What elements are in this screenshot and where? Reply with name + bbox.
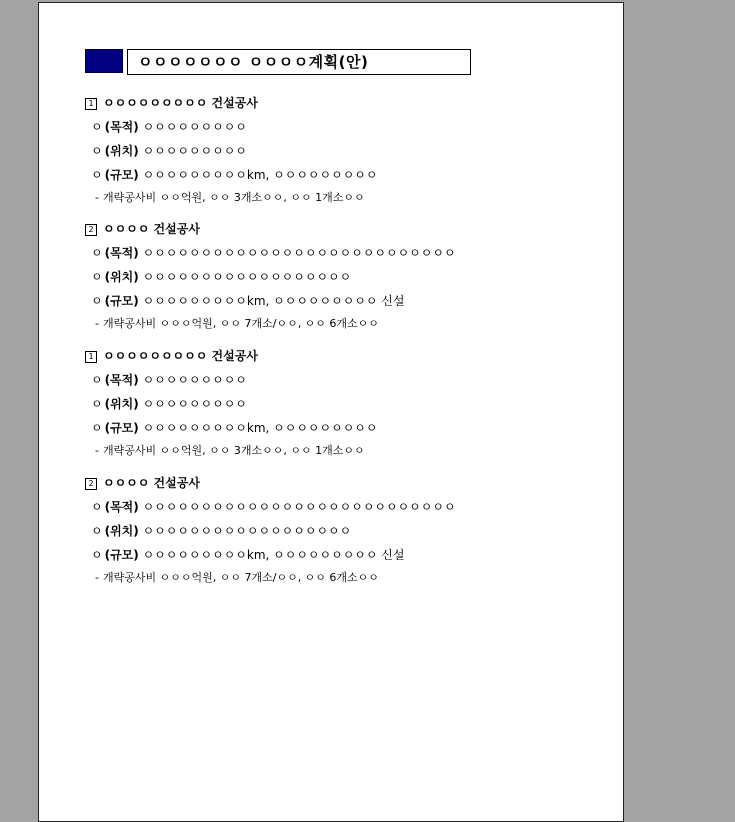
item-text: ㅇㅇㅇㅇㅇㅇㅇㅇㅇkm, ㅇㅇㅇㅇㅇㅇㅇㅇㅇ 신설 bbox=[138, 294, 405, 308]
item-text: ㅇㅇㅇㅇㅇㅇㅇㅇㅇ bbox=[138, 144, 247, 158]
section-heading-text: ㅇㅇㅇㅇ 건설공사 bbox=[103, 476, 200, 490]
cost-note: - 개략공사비 ㅇㅇㅇ억원, ㅇㅇ 7개소/ㅇㅇ, ㅇㅇ 6개소ㅇㅇ bbox=[95, 571, 379, 584]
cost-note-text: 개략공사비 ㅇㅇㅇ억원, ㅇㅇ 7개소/ㅇㅇ, ㅇㅇ 6개소ㅇㅇ bbox=[102, 317, 379, 330]
item-text: ㅇㅇㅇㅇㅇㅇㅇㅇㅇ bbox=[138, 373, 247, 387]
bullet: ㅇ bbox=[91, 421, 103, 435]
section-heading-text: ㅇㅇㅇㅇㅇㅇㅇㅇㅇ 건설공사 bbox=[103, 349, 258, 363]
item-label: (위치) bbox=[104, 270, 139, 284]
section-heading-text: ㅇㅇㅇㅇ 건설공사 bbox=[103, 222, 200, 236]
section-heading-text: ㅇㅇㅇㅇㅇㅇㅇㅇㅇ 건설공사 bbox=[103, 96, 258, 110]
item-label: (규모) bbox=[104, 548, 139, 562]
list-item-location bbox=[85, 519, 605, 543]
list-item-location bbox=[85, 265, 605, 289]
bullet: ㅇ bbox=[91, 548, 103, 562]
bullet: ㅇ bbox=[91, 144, 103, 158]
item-text: ㅇㅇㅇㅇㅇㅇㅇㅇㅇㅇㅇㅇㅇㅇㅇㅇㅇㅇㅇㅇㅇㅇㅇㅇㅇㅇㅇ bbox=[138, 500, 456, 514]
bullet: ㅇ bbox=[91, 294, 103, 308]
list-item-scale bbox=[85, 543, 605, 567]
list-item-purpose bbox=[85, 495, 605, 519]
section-2 bbox=[85, 217, 605, 335]
section-heading bbox=[85, 344, 605, 368]
item-label: (목적) bbox=[104, 500, 139, 514]
item-label: (위치) bbox=[104, 144, 139, 158]
cost-note-text: 개략공사비 ㅇㅇㅇ억원, ㅇㅇ 7개소/ㅇㅇ, ㅇㅇ 6개소ㅇㅇ bbox=[102, 571, 379, 584]
bullet: ㅇ bbox=[91, 246, 103, 260]
section-heading bbox=[85, 217, 605, 241]
bullet: ㅇ bbox=[91, 397, 103, 411]
section-number: 1 bbox=[85, 98, 97, 110]
item-text: ㅇㅇㅇㅇㅇㅇㅇㅇㅇkm, ㅇㅇㅇㅇㅇㅇㅇㅇㅇ bbox=[138, 168, 378, 182]
item-label: (목적) bbox=[104, 246, 139, 260]
item-text: ㅇㅇㅇㅇㅇㅇㅇㅇㅇㅇㅇㅇㅇㅇㅇㅇㅇㅇ bbox=[138, 524, 352, 538]
bullet: ㅇ bbox=[91, 524, 103, 538]
document-title: ㅇㅇㅇㅇㅇㅇㅇ ㅇㅇㅇㅇ계획(안) bbox=[127, 49, 471, 75]
item-label: (규모) bbox=[104, 421, 139, 435]
item-label: (위치) bbox=[104, 524, 139, 538]
list-item-purpose bbox=[85, 368, 605, 392]
item-text: ㅇㅇㅇㅇㅇㅇㅇㅇㅇㅇㅇㅇㅇㅇㅇㅇㅇㅇ bbox=[138, 270, 352, 284]
bullet: ㅇ bbox=[91, 373, 103, 387]
item-text: ㅇㅇㅇㅇㅇㅇㅇㅇㅇㅇㅇㅇㅇㅇㅇㅇㅇㅇㅇㅇㅇㅇㅇㅇㅇㅇㅇ bbox=[138, 246, 456, 260]
bullet: ㅇ bbox=[91, 168, 103, 182]
section-heading bbox=[85, 471, 605, 495]
item-label: (규모) bbox=[104, 294, 139, 308]
item-text: ㅇㅇㅇㅇㅇㅇㅇㅇㅇkm, ㅇㅇㅇㅇㅇㅇㅇㅇㅇ bbox=[138, 421, 378, 435]
bullet: ㅇ bbox=[91, 120, 103, 134]
list-item-scale bbox=[85, 289, 605, 313]
section-number: 2 bbox=[85, 224, 97, 236]
list-item-scale bbox=[85, 163, 605, 187]
item-label: (목적) bbox=[104, 120, 139, 134]
section-number: 2 bbox=[85, 478, 97, 490]
section-4 bbox=[85, 471, 605, 589]
cost-note: - 개략공사비 ㅇㅇ억원, ㅇㅇ 3개소ㅇㅇ, ㅇㅇ 1개소ㅇㅇ bbox=[95, 444, 365, 457]
title-accent-block bbox=[85, 49, 123, 73]
cost-note-text: 개략공사비 ㅇㅇ억원, ㅇㅇ 3개소ㅇㅇ, ㅇㅇ 1개소ㅇㅇ bbox=[102, 444, 365, 457]
item-label: (규모) bbox=[104, 168, 139, 182]
bullet: ㅇ bbox=[91, 500, 103, 514]
list-item-purpose bbox=[85, 115, 605, 139]
document-page bbox=[38, 2, 624, 822]
list-item-location bbox=[85, 139, 605, 163]
section-heading bbox=[85, 91, 605, 115]
cost-note: - 개략공사비 ㅇㅇ억원, ㅇㅇ 3개소ㅇㅇ, ㅇㅇ 1개소ㅇㅇ bbox=[95, 191, 365, 204]
list-item-location bbox=[85, 392, 605, 416]
cost-note-text: 개략공사비 ㅇㅇ억원, ㅇㅇ 3개소ㅇㅇ, ㅇㅇ 1개소ㅇㅇ bbox=[102, 191, 365, 204]
section-3 bbox=[85, 344, 605, 462]
item-text: ㅇㅇㅇㅇㅇㅇㅇㅇㅇ bbox=[138, 120, 247, 134]
item-label: (위치) bbox=[104, 397, 139, 411]
list-item-scale bbox=[85, 416, 605, 440]
section-1 bbox=[85, 91, 605, 209]
item-text: ㅇㅇㅇㅇㅇㅇㅇㅇㅇ bbox=[138, 397, 247, 411]
section-number: 1 bbox=[85, 351, 97, 363]
bullet: ㅇ bbox=[91, 270, 103, 284]
list-item-purpose bbox=[85, 241, 605, 265]
item-label: (목적) bbox=[104, 373, 139, 387]
item-text: ㅇㅇㅇㅇㅇㅇㅇㅇㅇkm, ㅇㅇㅇㅇㅇㅇㅇㅇㅇ 신설 bbox=[138, 548, 405, 562]
cost-note: - 개략공사비 ㅇㅇㅇ억원, ㅇㅇ 7개소/ㅇㅇ, ㅇㅇ 6개소ㅇㅇ bbox=[95, 317, 379, 330]
